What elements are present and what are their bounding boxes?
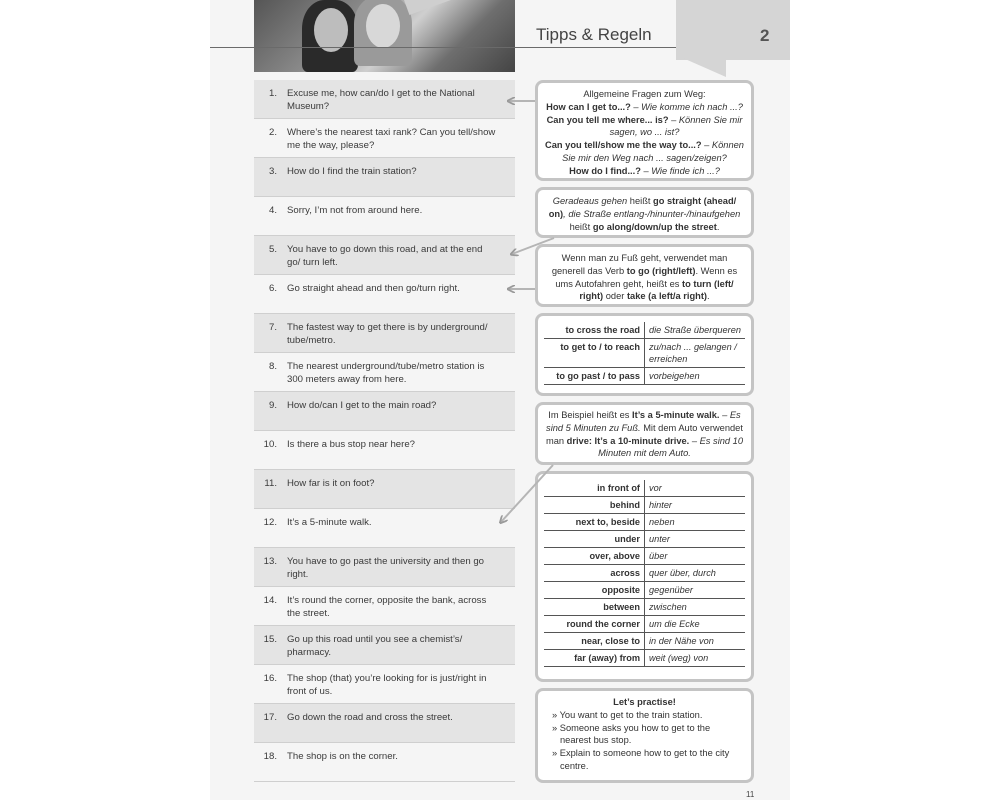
- dash-separator: –: [668, 114, 679, 125]
- question-line: [544, 101, 745, 114]
- page-number: 11: [746, 790, 755, 799]
- tip-box-minute-walk: [535, 402, 754, 465]
- phrase-number: 9.: [268, 400, 277, 411]
- phrase-number: 14.: [263, 595, 277, 606]
- table-row: [544, 633, 745, 650]
- prepositions-table: [544, 480, 745, 667]
- table-row: [544, 322, 745, 339]
- german-term: weit (weg) von: [649, 653, 709, 663]
- box3-p2: to go (right/left): [626, 265, 696, 276]
- english-term: next to, beside: [544, 514, 645, 531]
- phrase-row: [254, 392, 515, 431]
- phrase-number: 11.: [264, 478, 277, 489]
- box5-p7: Es sind 10 Minuten mit dem Auto.: [598, 435, 744, 459]
- phrase-text: How do I find the train station?: [287, 166, 417, 177]
- dash-separator: –: [701, 140, 712, 151]
- english-term: to get to / to reach: [544, 339, 645, 368]
- phrase-number: 15.: [263, 634, 277, 645]
- phrase-text: The shop (that) you’re looking for is just/right in front of us.: [287, 673, 487, 697]
- phrase-number: 1.: [268, 88, 277, 99]
- phrase-number: 7.: [268, 322, 277, 333]
- german-term: unter: [649, 534, 670, 544]
- german-term: gegenüber: [649, 585, 693, 595]
- tip-box-lets-practise: [535, 688, 754, 783]
- phrase-row: [254, 509, 515, 548]
- phrase-text: Where’s the nearest taxi rank? Can you tell/show me the way, please?: [287, 127, 496, 151]
- german-term: über: [649, 551, 668, 561]
- header-rule: [210, 47, 679, 48]
- box1-lines: [544, 101, 745, 178]
- english-term: to go past / to pass: [544, 368, 645, 385]
- box2-p7: .: [716, 221, 720, 232]
- german-term: hinter: [649, 500, 672, 510]
- chapter-tab-tail: [676, 55, 726, 77]
- box3-p7: .: [707, 291, 710, 302]
- photo-face-left: [314, 8, 348, 52]
- box5-p2: It’s a 5-minute walk.: [632, 410, 720, 420]
- phrase-row: [254, 119, 515, 158]
- phrase-row: [254, 665, 515, 704]
- table-row: [544, 531, 745, 548]
- box5-p1: Im Beispiel heißt es: [548, 410, 633, 420]
- phrase-text: How far is it on foot?: [287, 478, 375, 489]
- phrase-row: [254, 626, 515, 665]
- german-term: zu/nach ... gelangen / erreichen: [649, 342, 737, 364]
- box2-p2: heißt: [627, 196, 654, 206]
- phrase-text: It’s round the corner, opposite the bank, across the street.: [287, 595, 487, 619]
- table-row: [544, 599, 745, 616]
- box3-p4: to turn (left/ right): [579, 278, 734, 302]
- phrase-row: [254, 587, 515, 626]
- photo-arm: [404, 0, 475, 15]
- table-row: [544, 616, 745, 633]
- phrase-text: The nearest underground/tube/metro station is 300 meters away from here.: [287, 361, 485, 385]
- phrase-text: It’s a 5-minute walk.: [287, 517, 372, 528]
- phrase-text: Is there a bus stop near here?: [287, 439, 415, 450]
- phrase-row: [254, 314, 515, 353]
- question-line: [544, 139, 745, 165]
- box3-p6: take (a left/a right): [626, 291, 708, 302]
- phrase-row: [254, 80, 515, 119]
- question-en: How do I find...?: [569, 165, 641, 176]
- phrase-number: 6.: [268, 283, 277, 294]
- english-term: between: [544, 599, 645, 616]
- phrase-number: 10.: [263, 439, 277, 450]
- phrase-row: [254, 353, 515, 392]
- box3-p3: . Wenn es ums Autofahren geht, heißt es: [555, 265, 738, 289]
- german-term: neben: [649, 517, 675, 527]
- english-term: in front of: [544, 480, 645, 497]
- german-term: in der Nähe von: [649, 636, 714, 646]
- phrase-text: Go up this road until you see a chemist’s/ pharmacy.: [287, 634, 463, 658]
- english-term: far (away) from: [544, 650, 645, 667]
- question-de: Wie komme ich nach ...?: [641, 101, 743, 112]
- table-row: [544, 514, 745, 531]
- phrase-text: The fastest way to get there is by underground/ tube/metro.: [287, 322, 488, 346]
- phrase-text: Excuse me, how can/do I get to the National Museum?: [287, 88, 475, 112]
- practise-item: » Someone asks you how to get to the nearest bus stop.: [552, 722, 711, 746]
- box2-p1: Geradeaus gehen: [552, 196, 628, 206]
- phrase-text: How do/can I get to the main road?: [287, 400, 437, 411]
- german-term: vor: [649, 483, 662, 493]
- practise-item: » You want to get to the train station.: [552, 709, 703, 720]
- phrase-text: The shop is on the corner.: [287, 751, 398, 762]
- english-term: under: [544, 531, 645, 548]
- english-term: across: [544, 565, 645, 582]
- table-row: [544, 548, 745, 565]
- phrase-number: 12.: [263, 517, 277, 528]
- box5-p3: – Es sind 5 Minuten zu Fuß.: [546, 410, 741, 433]
- english-term: over, above: [544, 548, 645, 565]
- german-term: die Straße überqueren: [649, 325, 741, 335]
- practise-heading: Let’s practise!: [613, 697, 676, 707]
- phrase-list: [254, 80, 515, 782]
- english-term: near, close to: [544, 633, 645, 650]
- dash-separator: –: [640, 165, 652, 176]
- phrase-number: 13.: [263, 556, 277, 567]
- question-en: How can I get to...?: [546, 101, 631, 112]
- table-row: [544, 565, 745, 582]
- photo-face-right: [366, 4, 400, 48]
- box1-heading: Allgemeine Fragen zum Weg:: [583, 89, 706, 99]
- box2-p6: go along/down/up the street: [592, 221, 717, 232]
- box3-p1: Wenn man zu Fuß geht, verwendet man generell das Verb: [551, 253, 728, 276]
- box2-p3: go straight (ahead/ on): [548, 196, 737, 219]
- practise-list: [544, 709, 745, 773]
- tip-box-go-vs-turn: [535, 244, 754, 307]
- phrase-row: [254, 236, 515, 275]
- question-en: Can you tell me where... is?: [546, 114, 669, 125]
- german-term: quer über, durch: [649, 568, 716, 578]
- tip-box-general-questions: [535, 80, 754, 181]
- english-term: behind: [544, 497, 645, 514]
- phrase-row: [254, 470, 515, 509]
- phrase-number: 17.: [263, 712, 277, 723]
- question-en: Can you tell/show me the way to...?: [545, 140, 702, 151]
- header-photo: [254, 0, 515, 72]
- phrase-row: [254, 275, 515, 314]
- practise-item: » Explain to someone how to get to the city centre.: [552, 748, 730, 771]
- table-row: [544, 368, 745, 385]
- phrase-text: Sorry, I’m not from around here.: [287, 205, 423, 216]
- phrase-text: Go straight ahead and then go/turn right.: [287, 283, 460, 294]
- table-row: [544, 497, 745, 514]
- german-term: vorbeigehen: [649, 371, 700, 381]
- table-row: [544, 582, 745, 599]
- phrase-number: 5.: [268, 244, 277, 255]
- tip-box-go-straight: [535, 187, 754, 238]
- table-row: [544, 480, 745, 497]
- phrase-text: You have to go down this road, and at the end go/ turn left.: [287, 244, 483, 268]
- phrase-number: 8.: [268, 361, 277, 372]
- chapter-tab: [676, 0, 790, 60]
- phrase-number: 3.: [268, 166, 277, 177]
- box5-p6: –: [689, 435, 700, 446]
- chapter-number: 2: [760, 26, 770, 45]
- dash-separator: –: [630, 101, 642, 112]
- phrase-number: 16.: [263, 673, 277, 684]
- question-de: Wie finde ich ...?: [651, 165, 720, 176]
- english-term: opposite: [544, 582, 645, 599]
- box2-p4: , die Straße entlang-/hinunter-/hinaufgehen: [563, 208, 741, 219]
- question-de: Können Sie mir den Weg nach ... sagen/zeigen?: [562, 140, 744, 163]
- german-term: um die Ecke: [649, 619, 700, 629]
- question-de: Können Sie mir sagen, wo ... ist?: [609, 114, 743, 138]
- box3-p5: oder: [603, 291, 627, 302]
- phrase-text: Go down the road and cross the street.: [287, 712, 453, 723]
- tip-box-prepositions-table: [535, 471, 754, 682]
- phrase-text: You have to go past the university and then go right.: [287, 556, 484, 580]
- question-line: [544, 114, 745, 140]
- phrase-row: [254, 158, 515, 197]
- tip-box-verbs-table: [535, 313, 754, 396]
- phrase-row: [254, 197, 515, 236]
- phrase-number: 18.: [263, 751, 277, 762]
- phrase-row: [254, 743, 515, 782]
- english-term: round the corner: [544, 616, 645, 633]
- english-term: to cross the road: [544, 322, 645, 339]
- box2-p5: heißt: [569, 221, 593, 232]
- question-line: [544, 165, 745, 178]
- phrase-number: 2.: [268, 127, 277, 138]
- phrase-row: [254, 431, 515, 470]
- phrase-number: 4.: [268, 205, 277, 216]
- phrase-row: [254, 704, 515, 743]
- box5-p4: Mit dem Auto verwendet man: [545, 422, 743, 446]
- table-row: [544, 339, 745, 368]
- verbs-table: [544, 322, 745, 385]
- phrase-row: [254, 548, 515, 587]
- page-title: Tipps & Regeln: [536, 25, 652, 44]
- german-term: zwischen: [649, 602, 687, 612]
- table-row: [544, 650, 745, 667]
- box5-p5: drive: It’s a 10-minute drive.: [566, 435, 690, 446]
